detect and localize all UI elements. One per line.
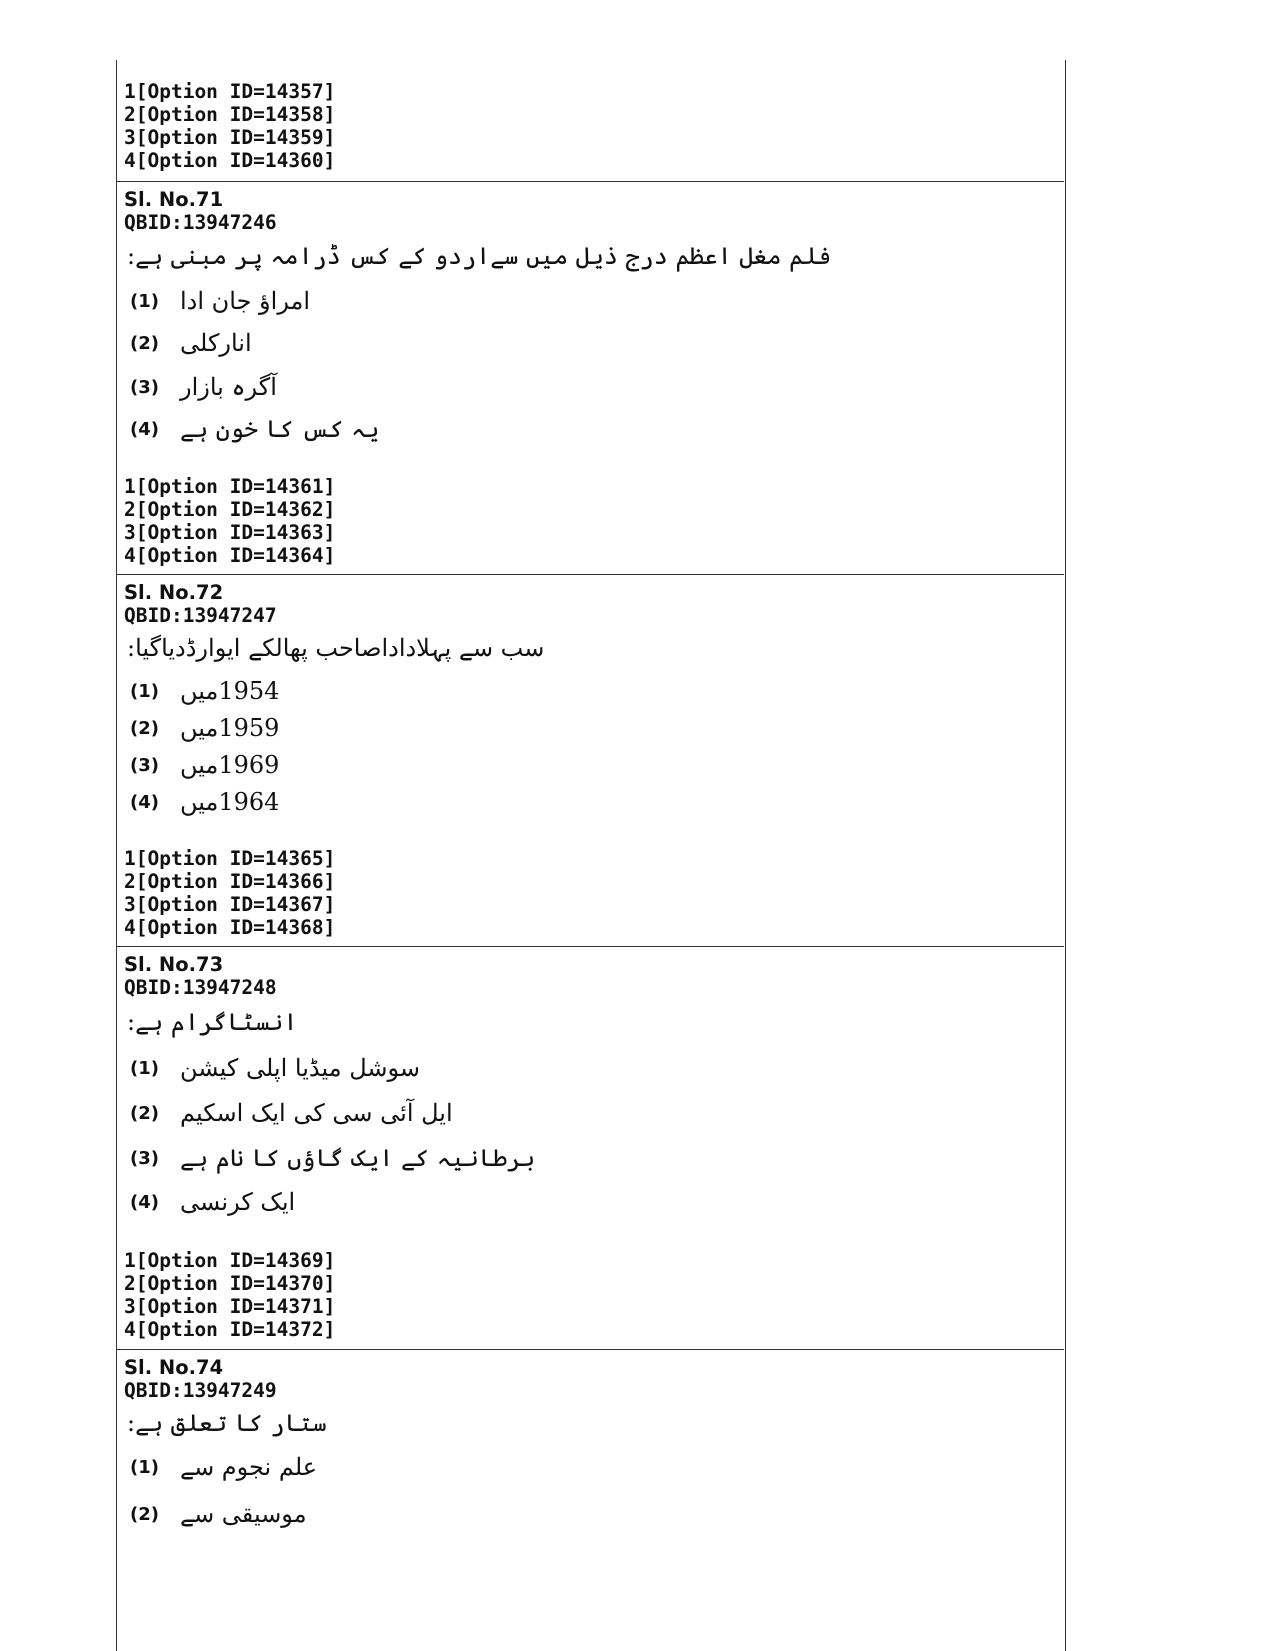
option-text: امراؤ جان ادا (180, 287, 311, 315)
option-2 (130, 1093, 453, 1133)
option-text: موسیقی سے (180, 1500, 307, 1528)
option-number: (3) (130, 754, 159, 776)
question-text: ستار کا تعلق ہے: (127, 1409, 327, 1437)
question-73 (117, 947, 1063, 1349)
prev-question-option-ids (117, 80, 1063, 172)
option-1 (130, 281, 310, 321)
option-3 (130, 745, 279, 785)
option-text: 1959میں (180, 714, 280, 742)
qbid: QBID:13947247 (124, 604, 277, 627)
serial-number: Sl. No.71 (124, 188, 224, 211)
option-text: برطانیہ کے ایک گاؤں کا نام ہے (180, 1144, 536, 1172)
option-id: 3[Option ID=14371] (124, 1295, 336, 1318)
option-number: (4) (130, 791, 159, 813)
option-3 (130, 1138, 535, 1178)
option-text: 1954میں (180, 677, 280, 705)
option-id: 1[Option ID=14365] (124, 847, 336, 870)
option-ids (117, 1249, 335, 1341)
qbid: QBID:13947248 (124, 976, 277, 999)
option-text: ایل آئی سی کی ایک اسکیم (180, 1099, 453, 1127)
option-id: 4[Option ID=14372] (124, 1318, 336, 1341)
option-id: 1[Option ID=14357] (124, 80, 336, 103)
option-ids (117, 475, 335, 567)
option-4 (130, 409, 379, 449)
question-74 (117, 1350, 1063, 1650)
option-number: (1) (130, 290, 159, 312)
serial-number: Sl. No.72 (124, 581, 224, 604)
question-text: سب سے پہلاداداصاحب پھالکے ایوارڈدیاگیا: (127, 634, 545, 662)
option-id: 2[Option ID=14362] (124, 498, 336, 521)
option-number: (3) (130, 1147, 159, 1169)
option-id: 1[Option ID=14361] (124, 475, 336, 498)
option-id: 4[Option ID=14364] (124, 544, 336, 567)
serial-number: Sl. No.73 (124, 953, 224, 976)
option-text: ایک کرنسی (180, 1188, 296, 1216)
question-72 (117, 575, 1063, 946)
option-ids (117, 847, 335, 939)
option-id: 3[Option ID=14367] (124, 893, 336, 916)
option-id: 2[Option ID=14370] (124, 1272, 336, 1295)
question-text: فلم مغل اعظم درج ذیل میں سےاردو کے کس ڈرامہ پر مبنی ہے: (127, 242, 832, 270)
option-id: 2[Option ID=14358] (124, 103, 336, 126)
question-text: انسٹاگرام ہے: (127, 1008, 298, 1036)
option-2 (130, 323, 252, 363)
option-1 (130, 1048, 420, 1088)
option-id: 3[Option ID=14363] (124, 521, 336, 544)
option-text: 1969میں (180, 751, 280, 779)
option-text: 1964میں (180, 788, 280, 816)
option-text: سوشل میڈیا اپلی کیشن (180, 1054, 421, 1082)
option-1 (130, 1447, 317, 1487)
option-number: (1) (130, 1057, 159, 1079)
option-id: 2[Option ID=14366] (124, 870, 336, 893)
option-text: انارکلی (180, 329, 252, 357)
option-text: علم نجوم سے (180, 1453, 318, 1481)
option-text: آگرہ بازار (180, 373, 277, 401)
option-id: 4[Option ID=14368] (124, 916, 336, 939)
option-4 (130, 1182, 295, 1222)
option-2 (130, 1494, 307, 1534)
option-number: (2) (130, 332, 159, 354)
option-1 (130, 671, 279, 711)
option-number: (2) (130, 1503, 159, 1525)
qbid: QBID:13947246 (124, 211, 277, 234)
option-id: 1[Option ID=14369] (124, 1249, 336, 1272)
option-id: 4[Option ID=14360] (124, 149, 336, 172)
serial-number: Sl. No.74 (124, 1356, 224, 1379)
option-number: (4) (130, 418, 159, 440)
option-number: (1) (130, 1456, 159, 1478)
qbid: QBID:13947249 (124, 1379, 277, 1402)
option-number: (1) (130, 680, 159, 702)
option-number: (2) (130, 717, 159, 739)
question-71 (117, 182, 1063, 574)
option-number: (3) (130, 376, 159, 398)
option-number: (2) (130, 1102, 159, 1124)
option-2 (130, 708, 279, 748)
option-number: (4) (130, 1191, 159, 1213)
option-text: یہ کس کا خون ہے (180, 415, 380, 443)
option-id: 3[Option ID=14359] (124, 126, 336, 149)
option-4 (130, 782, 279, 822)
option-3 (130, 367, 277, 407)
